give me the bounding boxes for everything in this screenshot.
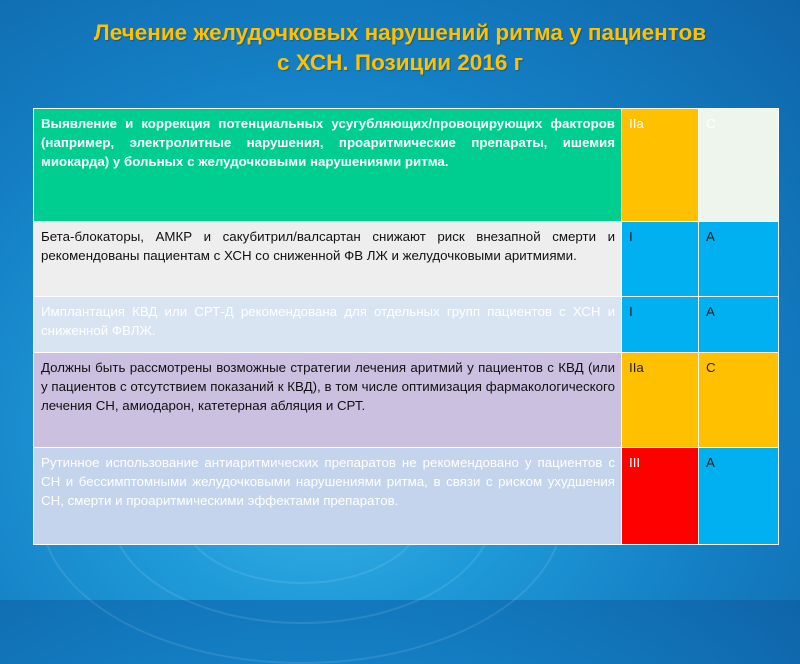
table-row xyxy=(34,297,779,353)
table-row xyxy=(34,353,779,448)
table-row xyxy=(34,109,779,222)
table-row xyxy=(34,222,779,297)
recommendation-class: I xyxy=(622,222,699,297)
evidence-level: A xyxy=(699,222,779,297)
recommendation-text: Имплантация КВД или СРТ-Д рекомендована для отдельных групп пациентов с ХСН и сниженной ФВЛЖ. xyxy=(34,297,622,353)
table-row xyxy=(34,448,779,545)
recommendation-class: I xyxy=(622,297,699,353)
recommendation-class: III xyxy=(622,448,699,545)
recommendation-class: IIa xyxy=(622,353,699,448)
evidence-level: A xyxy=(699,297,779,353)
recommendation-text: Рутинное использование антиаритмических препаратов не рекомендовано у пациентов с СН и бессимптомными желудочковыми нарушениями ритма, в связи с риском ухудшения СН, смерти и проаритмическими эффектами препаратов. xyxy=(34,448,622,545)
slide-title-line-2: с ХСН. Позиции 2016 г xyxy=(277,50,523,75)
recommendations-table xyxy=(33,108,779,545)
evidence-level: A xyxy=(699,448,779,545)
recommendation-text: Выявление и коррекция потенциальных усугубляющих/провоцирующих факторов (например, электролитные нарушения, проаритмические препараты, ишемия миокарда) у больных с желудочковыми нарушениями ритма. xyxy=(34,109,622,222)
recommendation-class: IIa xyxy=(622,109,699,222)
recommendation-text: Бета-блокаторы, АМКР и сакубитрил/валсартан снижают риск внезапной смерти и рекомендованы пациентам с ХСН со сниженной ФВ ЛЖ и желудочковыми аритмиями. xyxy=(34,222,622,297)
slide-title-line-1: Лечение желудочковых нарушений ритма у пациентов xyxy=(93,20,707,45)
recommendation-text: Должны быть рассмотрены возможные стратегии лечения аритмий у пациентов с КВД (или у пациентов с отсутствием показаний к КВД), в том числе оптимизация фармакологического лечения СН, амиодарон, катетерная абляция и СРТ. xyxy=(34,353,622,448)
evidence-level: C xyxy=(699,353,779,448)
evidence-level: C xyxy=(699,109,779,222)
slide-title xyxy=(0,18,800,78)
